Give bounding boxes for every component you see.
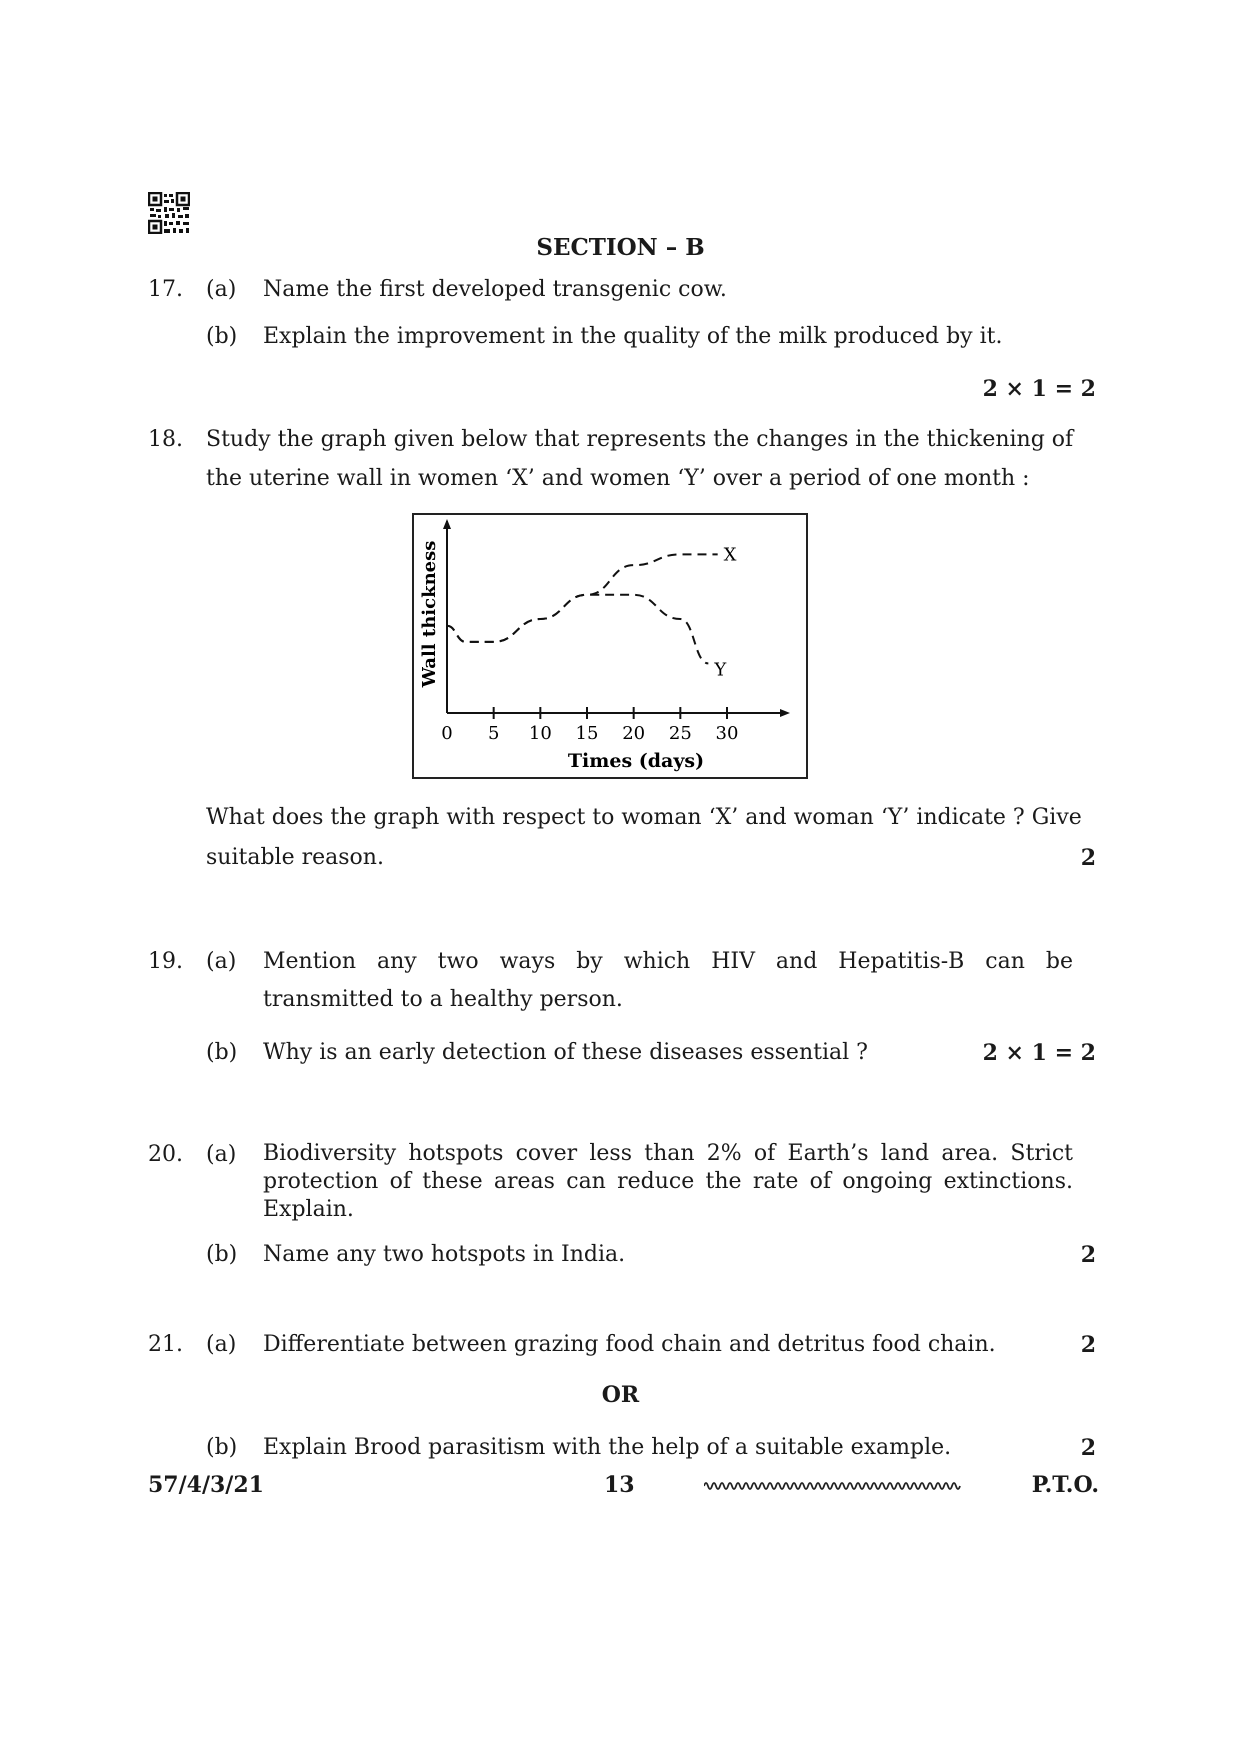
x-tick-label: 10 <box>528 723 552 744</box>
x-axis-arrow <box>780 709 790 717</box>
section-title: SECTION – B <box>536 234 705 261</box>
marks: 2 × 1 = 2 <box>982 376 1096 402</box>
marks: 2 <box>1080 845 1096 871</box>
wall-thickness-chart <box>414 515 806 777</box>
question-number: 20. <box>148 1142 183 1167</box>
question-number: 17. <box>148 277 183 302</box>
question-text: Explain the improvement in the quality of the milk produced by it. <box>263 324 1003 349</box>
marks: 2 <box>1080 1332 1096 1358</box>
question-text: What does the graph with respect to woman ‘X’ and woman ‘Y’ indicate ? Give <box>206 805 1082 830</box>
question-text: protection of these areas can reduce the rate of ongoing extinctions. <box>263 1169 1073 1194</box>
x-tick-label: 30 <box>715 723 739 744</box>
pto-label: P.T.O. <box>1031 1472 1099 1498</box>
question-text: Explain Brood parasitism with the help of a suitable example. <box>263 1435 952 1460</box>
question-number: 18. <box>148 427 183 452</box>
question-text: Biodiversity hotspots cover less than 2% of Earth’s land area. Strict <box>263 1141 1073 1166</box>
question-text: Mention any two ways by which HIV and Hepatitis-B can be <box>263 949 1073 974</box>
question-text: Why is an early detection of these diseases essential ? <box>263 1040 868 1065</box>
paper-code: 57/4/3/21 <box>148 1472 264 1498</box>
question-text: Explain. <box>263 1197 354 1222</box>
marks: 2 × 1 = 2 <box>982 1040 1096 1066</box>
x-tick-label: 20 <box>622 723 646 744</box>
graph-frame <box>412 513 808 779</box>
series-label-x: X <box>723 544 737 566</box>
x-tick-label: 15 <box>575 723 599 744</box>
x-tick-label: 5 <box>487 723 500 744</box>
part-label: (b) <box>206 1435 238 1460</box>
question-text: Name the first developed transgenic cow. <box>263 277 727 302</box>
x-axis-label: Times (days) <box>567 750 705 772</box>
part-label: (b) <box>206 324 238 349</box>
wavy-line-decoration <box>704 1478 962 1494</box>
series-line-y <box>447 595 708 664</box>
or-divider: OR <box>601 1382 640 1408</box>
y-axis-label: Wall thickness <box>419 540 440 688</box>
series-label-y: Y <box>714 659 727 681</box>
question-text: suitable reason. <box>206 845 384 870</box>
part-label: (a) <box>206 1332 237 1357</box>
x-tick-label: 25 <box>668 723 692 744</box>
question-number: 21. <box>148 1332 183 1357</box>
qr-code-icon <box>148 192 190 234</box>
series-line-x <box>447 554 718 641</box>
question-text: Name any two hotspots in India. <box>263 1242 626 1267</box>
marks: 2 <box>1080 1435 1096 1461</box>
y-axis-arrow <box>443 519 451 529</box>
part-label: (a) <box>206 277 237 302</box>
part-label: (b) <box>206 1040 238 1065</box>
question-text: the uterine wall in women ‘X’ and women ‘Y’ over a period of one month : <box>206 466 1030 491</box>
x-tick-label: 0 <box>441 723 453 744</box>
part-label: (b) <box>206 1242 238 1267</box>
page-number: 13 <box>604 1472 635 1498</box>
question-number: 19. <box>148 949 183 974</box>
marks: 2 <box>1080 1242 1096 1268</box>
part-label: (a) <box>206 1142 237 1167</box>
question-text: transmitted to a healthy person. <box>263 987 623 1012</box>
part-label: (a) <box>206 949 237 974</box>
question-text: Differentiate between grazing food chain and detritus food chain. <box>263 1332 996 1357</box>
question-text: Study the graph given below that represents the changes in the thickening of <box>206 427 1074 452</box>
